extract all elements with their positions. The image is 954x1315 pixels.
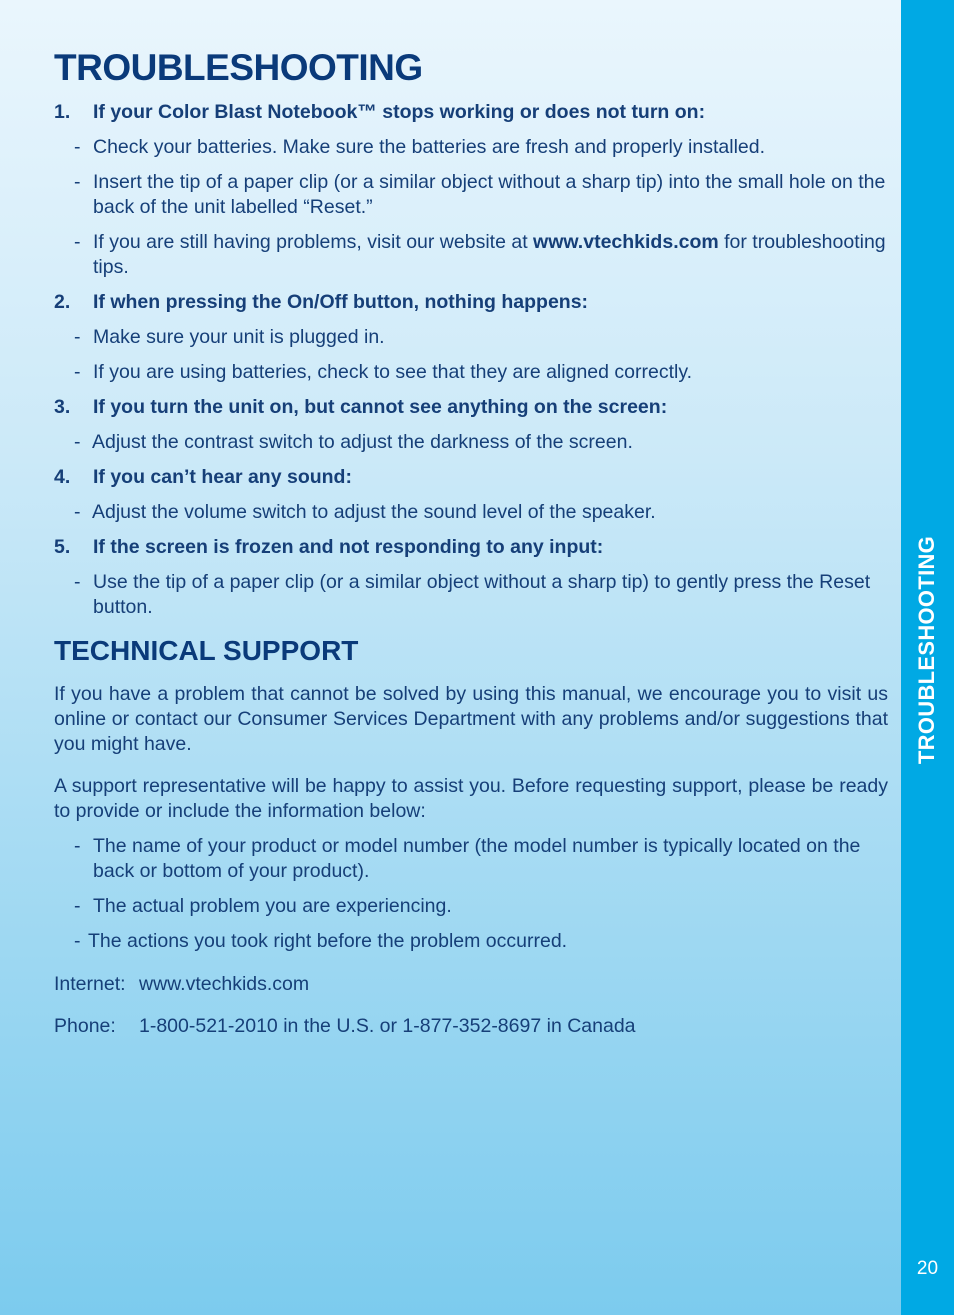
question-4 [54,465,888,490]
question-number: 3. [54,396,71,418]
page-title: TROUBLESHOOTING [54,47,423,88]
question-number: 2. [54,291,71,313]
list-item: - The actual problem you are experiencing. [74,895,452,917]
list-item: - The name of your product or model number (the model number is typically located on the back or bottom of your product). [74,835,861,882]
question-text: If your Color Blast Notebook™ stops working or does not turn on: [93,101,706,123]
contact-internet [54,972,888,997]
list-item: - If you are using batteries, check to see that they are aligned correctly. [74,361,693,383]
contact-phone [54,1014,888,1039]
contact-label: Internet: [54,973,126,995]
phone-number: 1-800-521-2010 in the U.S. or 1-877-352-8697 in Canada [139,1015,636,1037]
support-paragraph-2: A support representative will be happy to assist you. Before requesting support, please be ready to provide or include the information below: [54,775,888,822]
list-item: - Use the tip of a paper clip (or a similar object without a sharp tip) to gently press the Reset button. [74,571,871,618]
list-item: - Adjust the contrast switch to adjust the darkness of the screen. [74,431,633,453]
list-item: - Make sure your unit is plugged in. [74,326,385,348]
question-text: If you turn the unit on, but cannot see anything on the screen: [93,396,668,418]
website-link[interactable]: www.vtechkids.com [533,231,719,253]
question-number: 4. [54,466,71,488]
side-tab-label: TROUBLESHOOTING [914,535,939,765]
internet-link[interactable]: www.vtechkids.com [139,973,310,995]
question-text: If when pressing the On/Off button, nothing happens: [93,291,589,313]
list-item: - Insert the tip of a paper clip (or a similar object without a sharp tip) into the small hole on the back of the unit labelled “Reset.” [74,171,886,218]
list-item: - If you are still having problems, visit our website at www.vtechkids.com for troubleshooting tips. [74,231,886,278]
page-content [54,46,888,1039]
question-2 [54,290,888,315]
question-text: If you can’t hear any sound: [93,466,352,488]
question-1 [54,100,888,125]
question-5 [54,535,888,560]
question-number: 5. [54,536,71,558]
page-number: 20 [916,1258,939,1279]
section-heading: TECHNICAL SUPPORT [54,635,359,666]
question-number: 1. [54,101,71,123]
question-3 [54,395,888,420]
question-text: If the screen is frozen and not responding to any input: [93,536,604,558]
list-item: - Check your batteries. Make sure the batteries are fresh and properly installed. [74,136,766,158]
support-paragraph-1: If you have a problem that cannot be solved by using this manual, we encourage you to visit us online or contact our Consumer Services Department with any problems and/or suggestions that you might have. [54,683,888,755]
list-item: - The actions you took right before the problem occurred. [74,930,568,952]
list-item: - Adjust the volume switch to adjust the sound level of the speaker. [74,501,656,523]
contact-label: Phone: [54,1015,116,1037]
